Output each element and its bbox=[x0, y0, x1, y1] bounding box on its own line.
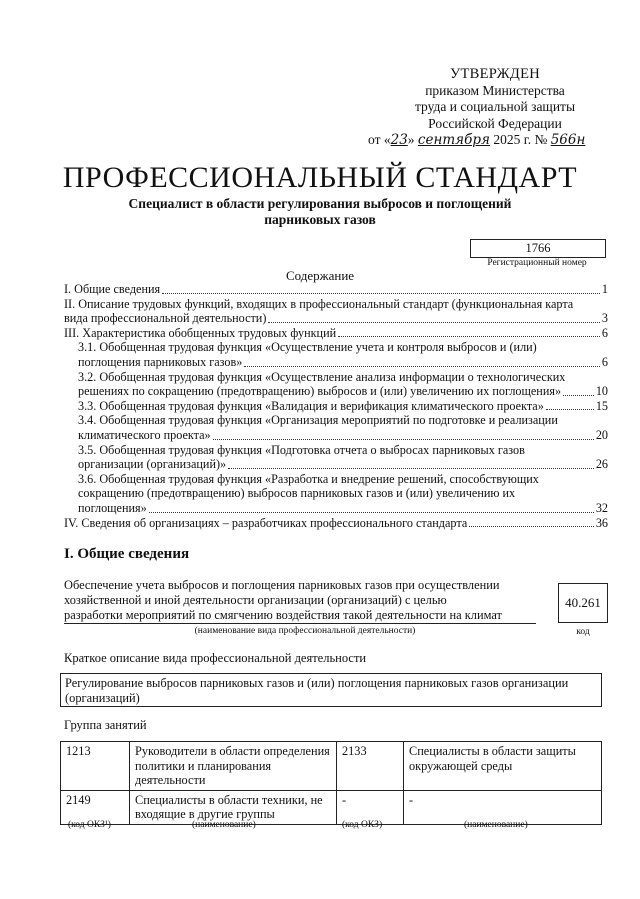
toc-page-number: 32 bbox=[595, 500, 608, 515]
okz-code-cell: - bbox=[337, 790, 404, 824]
toc-page-number: 3 bbox=[601, 311, 608, 326]
subtitle-line: парниковых газов bbox=[264, 212, 376, 227]
approval-line: приказом Министерства bbox=[425, 82, 565, 98]
occupation-group-table bbox=[60, 741, 602, 825]
handwritten-month: сентября bbox=[417, 132, 490, 148]
document-subtitle bbox=[90, 196, 550, 228]
code-caption: код bbox=[576, 627, 590, 637]
name-caption: (наименование) bbox=[464, 820, 528, 830]
toc-entry[interactable] bbox=[64, 516, 608, 531]
toc-entry-text: 3.2. Обобщенная трудовая функция «Осуществление анализа информации о технологических bbox=[78, 369, 566, 384]
toc-entry-text: 3.4. Обобщенная трудовая функция «Организация мероприятий по подготовке и реализации bbox=[78, 413, 558, 428]
okz-name-cell: Специалисты в области защиты окружающей среды bbox=[404, 742, 602, 791]
toc-entry[interactable] bbox=[64, 282, 608, 297]
toc-leader bbox=[149, 512, 594, 513]
toc-entry-text: поглощения» bbox=[78, 500, 147, 515]
toc-page-number: 6 bbox=[601, 325, 608, 340]
okz-name-cell: Специалисты в области техники, не входящие в другие группы bbox=[130, 790, 337, 824]
activity-name-line: Обеспечение учета выбросов и поглощения парниковых газов при осуществлении bbox=[64, 578, 500, 592]
handwritten-number: 566н bbox=[550, 132, 586, 148]
approval-heading: УТВЕРЖДЕН bbox=[449, 66, 541, 82]
toc-entry-text: поглощения парниковых газов» bbox=[78, 354, 243, 369]
toc-entry-text: 3.6. Обобщенная трудовая функция «Разработка и внедрение решений, способствующих bbox=[78, 471, 539, 486]
toc-entry[interactable] bbox=[64, 370, 608, 399]
toc-entry-text: IV. Сведения об организациях – разработчиках профессионального стандарта bbox=[64, 515, 468, 530]
registration-number-label: Регистрационный номер bbox=[487, 258, 587, 268]
toc-entry-text: 3.3. Обобщенная трудовая функция «Валидация и верификация климатического проекта» bbox=[78, 398, 544, 413]
toc-entry-text: III. Характеристика обобщенных трудовых функций bbox=[64, 325, 337, 340]
toc-leader bbox=[228, 468, 594, 469]
toc-page-number: 26 bbox=[595, 457, 608, 472]
okz-name-cell: - bbox=[404, 790, 602, 824]
approval-date-line bbox=[360, 132, 630, 149]
toc-leader bbox=[162, 293, 600, 294]
toc-entry-text: организации (организаций)» bbox=[78, 457, 227, 472]
okz-name-cell: Руководители в области определения политики и планирования деятельности bbox=[130, 742, 337, 791]
toc-entry[interactable] bbox=[64, 340, 608, 369]
occupation-group-title: Группа занятий bbox=[64, 718, 147, 732]
toc-page-number: 36 bbox=[595, 515, 608, 530]
okz-code-caption: (код ОКЗ) bbox=[342, 820, 383, 830]
activity-name-line: разработки мероприятий по смягчению воздействия такой деятельности на климат bbox=[64, 608, 536, 624]
toc-page-number: 6 bbox=[601, 354, 608, 369]
toc-entry-text: 3.5. Обобщенная трудовая функция «Подготовка отчета о выбросах парниковых газов bbox=[78, 442, 525, 457]
toc-page-number: 1 bbox=[601, 282, 608, 296]
toc-entry[interactable] bbox=[64, 297, 608, 326]
toc-entry[interactable] bbox=[64, 413, 608, 442]
toc-page-number: 15 bbox=[595, 398, 608, 413]
date-year: 2025 г. № bbox=[489, 132, 551, 147]
toc-leader bbox=[268, 322, 600, 323]
approval-line: Российской Федерации bbox=[428, 115, 562, 131]
name-caption: (наименование) bbox=[192, 820, 256, 830]
toc-entry[interactable] bbox=[64, 472, 608, 516]
toc-page-number: 10 bbox=[595, 384, 608, 399]
date-mid: » bbox=[407, 132, 418, 147]
toc-entry[interactable] bbox=[64, 443, 608, 472]
short-description-box: Регулирование выбросов парниковых газов и (или) поглощения парниковых газов организации (организаций) bbox=[60, 673, 602, 707]
activity-code-box: 40.261 bbox=[558, 583, 608, 623]
activity-caption: (наименование вида профессиональной деятельности) bbox=[194, 626, 416, 636]
approval-line: труда и социальной защиты bbox=[414, 99, 576, 114]
toc-entry[interactable] bbox=[64, 326, 608, 341]
table-row bbox=[61, 790, 602, 824]
toc-entry-text: решениях по сокращению (предотвращению) выбросов и (или) увеличению их поглощения» bbox=[78, 384, 562, 399]
registration-number-box: 1766 bbox=[470, 239, 606, 258]
toc-title: Содержание bbox=[285, 268, 355, 283]
table-of-contents bbox=[64, 282, 608, 530]
okz-code-caption: (код ОКЗ¹) bbox=[68, 820, 111, 830]
toc-entry-text: климатического проекта» bbox=[78, 427, 211, 442]
toc-leader bbox=[469, 526, 594, 527]
toc-page-number: 20 bbox=[595, 427, 608, 442]
approval-block bbox=[360, 66, 630, 149]
toc-entry-text: II. Описание трудовых функций, входящих в профессиональный стандарт (функциональная карта bbox=[64, 296, 574, 311]
toc-entry-text: I. Общие сведения bbox=[64, 282, 161, 296]
toc-leader bbox=[213, 439, 594, 440]
toc-leader bbox=[546, 409, 594, 410]
toc-entry[interactable] bbox=[64, 399, 608, 414]
okz-code-cell: 2149 bbox=[61, 790, 130, 824]
subtitle-line: Специалист в области регулирования выбросов и поглощений bbox=[128, 196, 512, 211]
document-title: ПРОФЕССИОНАЛЬНЫЙ СТАНДАРТ bbox=[62, 161, 578, 194]
toc-entry-text: 3.1. Обобщенная трудовая функция «Осуществление учета и контроля выбросов и (или) bbox=[78, 340, 537, 355]
activity-name-line: хозяйственной и иной деятельности организации (организаций) с целью bbox=[64, 593, 447, 607]
table-row bbox=[61, 742, 602, 791]
date-prefix: от « bbox=[368, 132, 391, 147]
toc-leader bbox=[244, 366, 600, 367]
toc-entry-text: вида профессиональной деятельности) bbox=[64, 311, 267, 326]
toc-leader bbox=[338, 336, 600, 337]
section-heading: I. Общие сведения bbox=[64, 546, 190, 562]
toc-entry-text: сокращению (предотвращению) выбросов парниковых газов и (или) увеличению их bbox=[78, 486, 516, 501]
handwritten-day: 23 bbox=[390, 132, 408, 148]
toc-leader bbox=[563, 395, 594, 396]
okz-code-cell: 1213 bbox=[61, 742, 130, 791]
short-description-title: Краткое описание вида профессиональной деятельности bbox=[64, 651, 367, 665]
okz-code-cell: 2133 bbox=[337, 742, 404, 791]
activity-name bbox=[64, 578, 536, 624]
